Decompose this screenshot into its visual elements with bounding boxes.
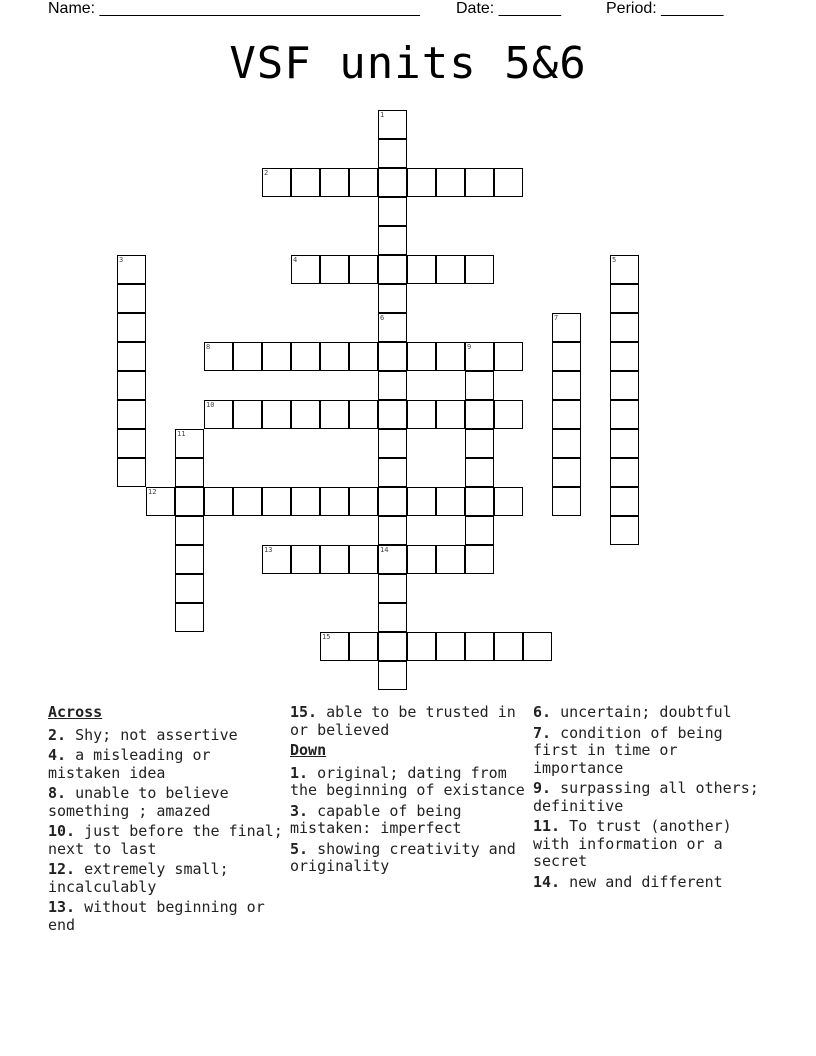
grid-cell-number: 8 — [206, 343, 211, 351]
grid-cell[interactable] — [436, 545, 465, 574]
grid-cell[interactable] — [117, 400, 146, 429]
grid-cell[interactable] — [436, 342, 465, 371]
date-field-label[interactable]: Date: _______ — [456, 0, 561, 17]
grid-cell[interactable] — [204, 400, 233, 429]
grid-cell[interactable] — [494, 632, 523, 661]
grid-cell-number: 13 — [264, 546, 273, 554]
grid-cell[interactable] — [320, 168, 349, 197]
grid-cell-number: 9 — [467, 343, 472, 351]
grid-cell[interactable] — [175, 458, 204, 487]
grid-cell[interactable] — [552, 342, 581, 371]
grid-cell[interactable] — [378, 400, 407, 429]
grid-cell-number: 7 — [554, 314, 559, 322]
grid-cell[interactable] — [465, 545, 494, 574]
grid-cell[interactable] — [291, 342, 320, 371]
grid-cell[interactable] — [117, 429, 146, 458]
puzzle-title: VSF units 5&6 — [229, 38, 587, 89]
grid-cell[interactable] — [117, 284, 146, 313]
grid-cell-number: 12 — [148, 488, 157, 496]
grid-cell[interactable] — [465, 400, 494, 429]
grid-cell[interactable] — [465, 487, 494, 516]
grid-cell[interactable] — [233, 342, 262, 371]
grid-cell[interactable] — [378, 661, 407, 690]
grid-cell[interactable] — [610, 371, 639, 400]
grid-cell[interactable] — [291, 168, 320, 197]
grid-cell[interactable] — [378, 168, 407, 197]
grid-cell[interactable] — [262, 400, 291, 429]
grid-cell[interactable] — [175, 487, 204, 516]
grid-cell[interactable] — [494, 487, 523, 516]
grid-cell[interactable] — [320, 545, 349, 574]
clue-across-10: 10. just before the final; next to last — [48, 822, 283, 858]
grid-cell[interactable] — [407, 487, 436, 516]
grid-cell[interactable] — [175, 574, 204, 603]
grid-cell[interactable] — [262, 487, 291, 516]
grid-cell[interactable] — [378, 371, 407, 400]
grid-cell-number: 2 — [264, 169, 269, 177]
grid-cell[interactable] — [378, 197, 407, 226]
clue-down-9: 9. surpassing all others; definitive — [533, 779, 759, 815]
grid-cell[interactable] — [610, 516, 639, 545]
clue-down-1: 1. original; dating from the beginning of existance — [290, 763, 525, 799]
name-field-label[interactable]: Name: ____________________________________ — [48, 0, 420, 17]
grid-cell[interactable] — [436, 255, 465, 284]
grid-cell[interactable] — [320, 487, 349, 516]
grid-cell[interactable] — [407, 400, 436, 429]
grid-cell[interactable] — [117, 313, 146, 342]
grid-cell-number: 6 — [380, 314, 385, 322]
clue-across-2: 2. Shy; not assertive — [48, 725, 238, 744]
grid-cell[interactable] — [407, 342, 436, 371]
clues-column-2 — [290, 704, 526, 879]
clues-column-1 — [48, 704, 284, 937]
grid-cell[interactable] — [291, 487, 320, 516]
grid-cell[interactable] — [378, 226, 407, 255]
grid-cell[interactable] — [349, 632, 378, 661]
grid-cell[interactable] — [349, 545, 378, 574]
grid-cell[interactable] — [146, 487, 175, 516]
grid-cell[interactable] — [610, 400, 639, 429]
grid-cell[interactable] — [117, 255, 146, 284]
grid-cell[interactable] — [320, 400, 349, 429]
clue-down-3: 3. capable of being mistaken: imperfect — [290, 801, 462, 837]
grid-cell[interactable] — [378, 516, 407, 545]
grid-cell[interactable] — [523, 632, 552, 661]
grid-cell-number: 10 — [206, 401, 215, 409]
grid-cell[interactable] — [378, 313, 407, 342]
clue-down-6: 6. uncertain; doubtful — [533, 703, 732, 721]
grid-cell[interactable] — [378, 110, 407, 139]
grid-cell[interactable] — [349, 342, 378, 371]
grid-cell[interactable] — [175, 545, 204, 574]
grid-cell[interactable] — [610, 255, 639, 284]
grid-cell-number: 15 — [322, 633, 331, 641]
grid-cell-number: 3 — [119, 256, 124, 264]
grid-cell[interactable] — [465, 371, 494, 400]
grid-cell[interactable] — [291, 400, 320, 429]
grid-cell[interactable] — [378, 342, 407, 371]
grid-cell[interactable] — [262, 168, 291, 197]
grid-cell[interactable] — [349, 255, 378, 284]
grid-cell[interactable] — [204, 342, 233, 371]
grid-cell[interactable] — [494, 400, 523, 429]
grid-cell[interactable] — [552, 487, 581, 516]
grid-cell-number: 4 — [293, 256, 298, 264]
down-heading: Down — [290, 741, 327, 759]
grid-cell[interactable] — [175, 516, 204, 545]
grid-cell[interactable] — [552, 429, 581, 458]
grid-cell[interactable] — [494, 168, 523, 197]
grid-cell[interactable] — [175, 429, 204, 458]
grid-cell[interactable] — [204, 487, 233, 516]
grid-cell-number: 14 — [380, 546, 389, 554]
grid-cell[interactable] — [320, 255, 349, 284]
grid-cell[interactable] — [349, 400, 378, 429]
grid-cell[interactable] — [407, 168, 436, 197]
grid-cell[interactable] — [262, 545, 291, 574]
grid-cell[interactable] — [610, 284, 639, 313]
grid-cell[interactable] — [378, 458, 407, 487]
clue-across-15: 15. able to be trusted in or believed — [290, 703, 516, 739]
clue-across-12: 12. extremely small; incalculably — [48, 860, 229, 896]
grid-cell[interactable] — [407, 255, 436, 284]
grid-cell[interactable] — [465, 168, 494, 197]
grid-cell[interactable] — [175, 603, 204, 632]
grid-cell[interactable] — [552, 313, 581, 342]
grid-cell[interactable] — [117, 371, 146, 400]
grid-cell[interactable] — [610, 458, 639, 487]
grid-cell[interactable] — [291, 545, 320, 574]
grid-cell[interactable] — [465, 516, 494, 545]
grid-cell[interactable] — [436, 400, 465, 429]
across-heading: Across — [48, 703, 103, 721]
clues-column-3 — [533, 704, 773, 894]
grid-cell[interactable] — [378, 255, 407, 284]
grid-cell[interactable] — [233, 400, 262, 429]
grid-cell[interactable] — [291, 255, 320, 284]
grid-cell[interactable] — [610, 342, 639, 371]
grid-cell[interactable] — [610, 429, 639, 458]
clue-down-5: 5. showing creativity and originality — [290, 839, 516, 875]
clue-across-4: 4. a misleading or mistaken idea — [48, 746, 211, 782]
grid-cell[interactable] — [610, 487, 639, 516]
grid-cell[interactable] — [378, 603, 407, 632]
grid-cell[interactable] — [378, 574, 407, 603]
grid-cell[interactable] — [320, 342, 349, 371]
grid-cell[interactable] — [378, 545, 407, 574]
grid-cell[interactable] — [465, 429, 494, 458]
grid-cell[interactable] — [407, 632, 436, 661]
grid-cell-number: 1 — [380, 111, 385, 119]
grid-cell-number: 11 — [177, 430, 186, 438]
grid-cell[interactable] — [378, 632, 407, 661]
grid-cell[interactable] — [378, 139, 407, 168]
clue-across-8: 8. unable to believe something ; amazed — [48, 784, 229, 820]
grid-cell[interactable] — [465, 632, 494, 661]
grid-cell[interactable] — [552, 371, 581, 400]
clue-down-14: 14. new and different — [533, 872, 723, 891]
grid-cell[interactable] — [378, 429, 407, 458]
grid-cell-number: 5 — [612, 256, 617, 264]
clue-down-7: 7. condition of being first in time or importance — [533, 723, 723, 777]
grid-cell[interactable] — [436, 487, 465, 516]
grid-cell[interactable] — [262, 342, 291, 371]
grid-cell[interactable] — [117, 458, 146, 487]
clue-down-11: 11. To trust (another) with information or a secret — [533, 817, 732, 870]
grid-cell[interactable] — [552, 458, 581, 487]
period-field-label[interactable]: Period: _______ — [606, 0, 724, 17]
grid-cell[interactable] — [378, 284, 407, 313]
grid-cell[interactable] — [233, 487, 262, 516]
grid-cell[interactable] — [378, 487, 407, 516]
grid-cell[interactable] — [349, 168, 378, 197]
grid-cell[interactable] — [494, 342, 523, 371]
grid-cell[interactable] — [407, 545, 436, 574]
grid-cell[interactable] — [436, 632, 465, 661]
grid-cell[interactable] — [117, 342, 146, 371]
grid-cell[interactable] — [320, 632, 349, 661]
grid-cell[interactable] — [465, 255, 494, 284]
clue-across-13: 13. without beginning or end — [48, 898, 265, 934]
grid-cell[interactable] — [610, 313, 639, 342]
grid-cell[interactable] — [349, 487, 378, 516]
grid-cell[interactable] — [465, 458, 494, 487]
grid-cell[interactable] — [552, 400, 581, 429]
grid-cell[interactable] — [436, 168, 465, 197]
grid-cell[interactable] — [465, 342, 494, 371]
